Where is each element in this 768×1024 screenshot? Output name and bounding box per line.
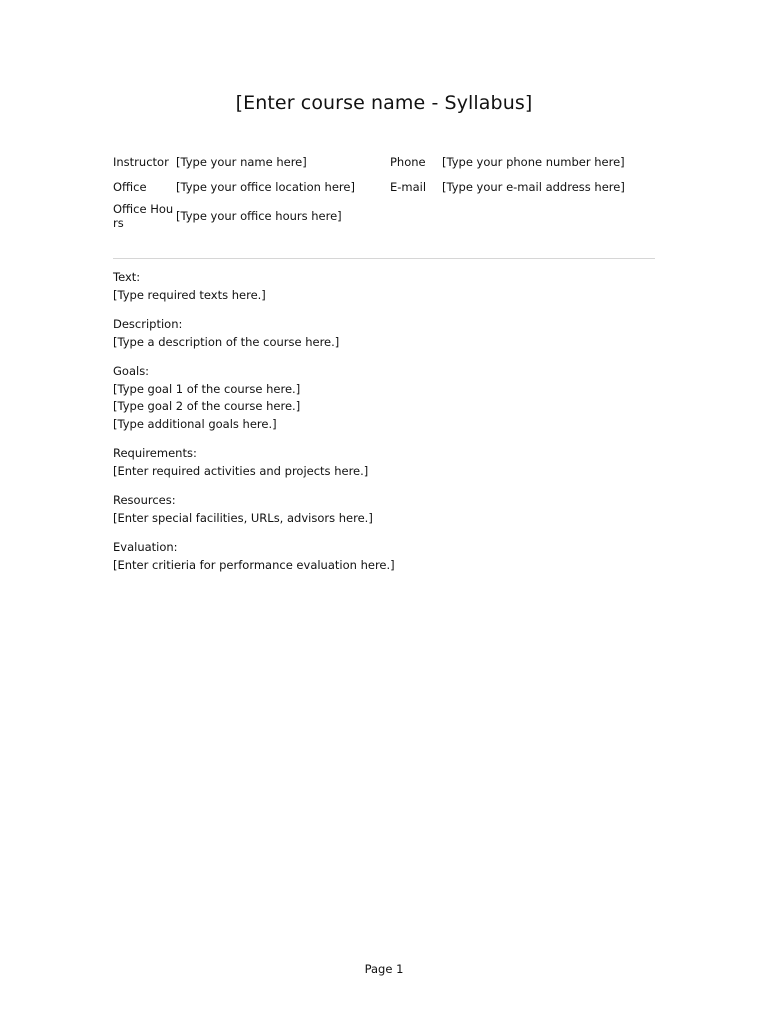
syllabus-sections: [113, 269, 655, 586]
instructor-field[interactable]: [Type your name here]: [176, 154, 307, 169]
section-heading: Requirements:: [113, 446, 197, 460]
section-field[interactable]: [Type additional goals here.]: [113, 416, 277, 431]
course-info-table: [113, 147, 672, 235]
phone-label: Phone: [390, 154, 426, 169]
section-field[interactable]: [Type goal 2 of the course here.]: [113, 399, 301, 413]
section-requirements: [113, 445, 655, 480]
info-row-hours: [113, 197, 672, 235]
office-label: Office: [113, 179, 147, 194]
section-field[interactable]: [Enter critieria for performance evaluation here.]: [113, 557, 395, 572]
email-label: E-mail: [390, 179, 427, 194]
email-field[interactable]: [Type your e-mail address here]: [442, 179, 625, 194]
section-heading: Description:: [113, 317, 183, 331]
section-field[interactable]: [Type a description of the course here.]: [113, 334, 340, 349]
section-heading: Goals:: [113, 364, 150, 378]
office-hours-field[interactable]: [Type your office hours here]: [176, 209, 342, 223]
section-heading: Evaluation:: [113, 540, 178, 554]
section-evaluation: [113, 539, 655, 574]
horizontal-divider: [113, 258, 655, 259]
section-goals: [113, 363, 655, 433]
section-text: [113, 269, 655, 304]
office-hours-label: Office Hours: [113, 202, 174, 230]
section-field[interactable]: [Type required texts here.]: [113, 287, 266, 302]
section-field[interactable]: [Type goal 1 of the course here.]: [113, 381, 301, 396]
phone-field[interactable]: [Type your phone number here]: [442, 154, 625, 169]
section-description: [113, 316, 655, 351]
info-row-office: [113, 176, 672, 197]
section-heading: Resources:: [113, 493, 176, 507]
page-title: [Enter course name - Syllabus]: [235, 92, 533, 114]
office-field[interactable]: [Type your office location here]: [176, 179, 355, 194]
info-row-instructor: [113, 147, 672, 176]
section-field[interactable]: [Enter special facilities, URLs, advisors here.]: [113, 510, 373, 525]
section-field[interactable]: [Enter required activities and projects here.]: [113, 463, 369, 478]
section-resources: [113, 492, 655, 527]
instructor-label: Instructor: [113, 154, 169, 169]
section-heading: Text:: [113, 270, 141, 284]
page-number: Page 1: [364, 962, 404, 976]
